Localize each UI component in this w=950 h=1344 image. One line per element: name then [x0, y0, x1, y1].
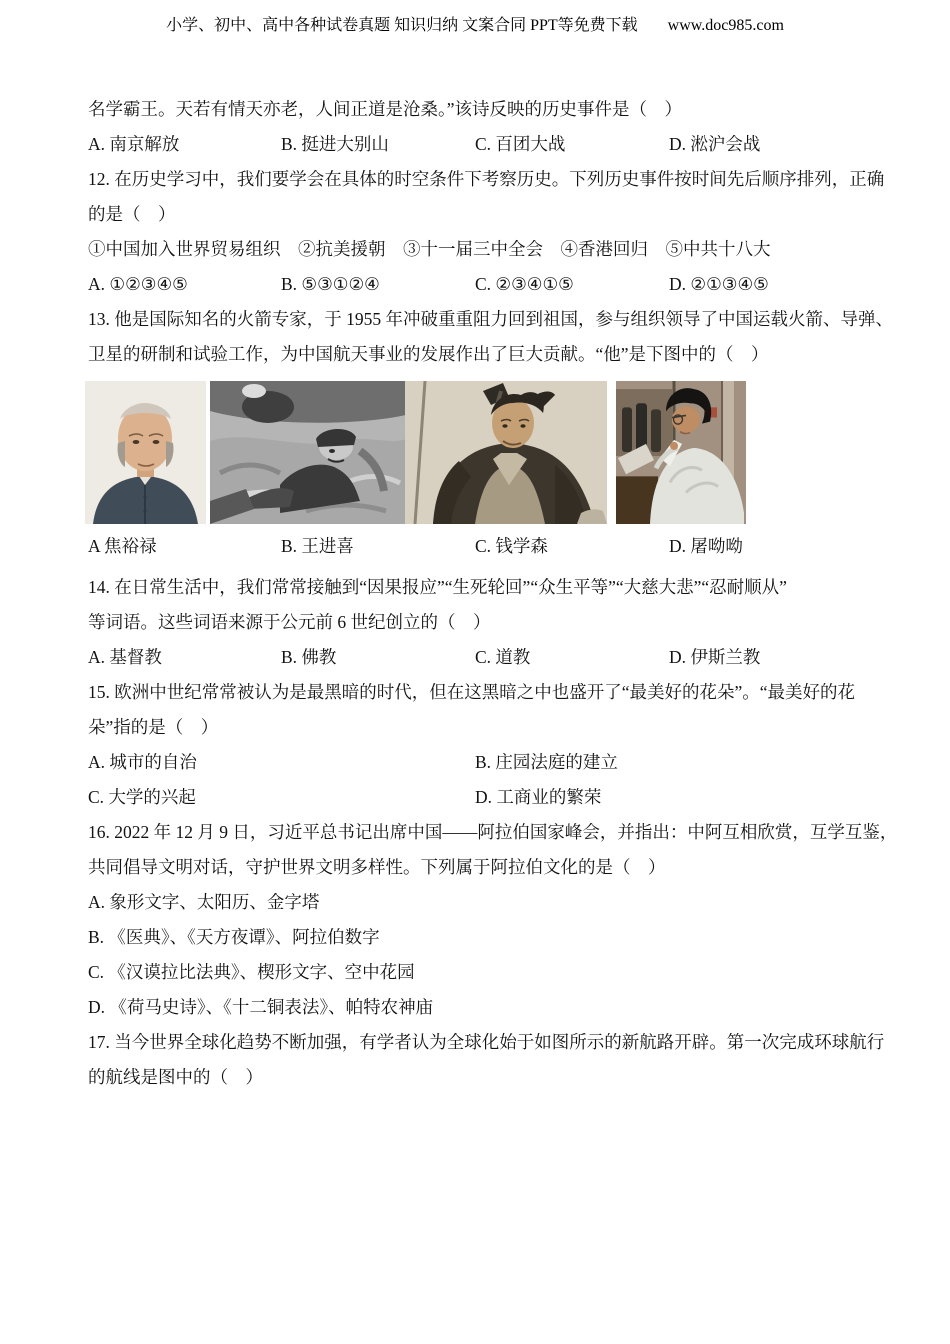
option-d: D. 淞沪会战 — [669, 134, 761, 154]
photo-labels-row — [88, 531, 864, 561]
question-stem-line-1: 13. 他是国际知名的火箭专家，于 1955 年冲破重重阻力回到祖国，参与组织领导了中国运载火箭、导弹、 — [88, 309, 893, 329]
question-list — [88, 92, 898, 1095]
option-b: B. ⑤③①②④ — [281, 274, 380, 294]
numbered-items: ①中国加入世界贸易组织 ②抗美援朝 ③十一届三中全会 ④香港回归 ⑤中共十八大 — [88, 239, 771, 259]
option-a: A. 基督教 — [88, 647, 162, 667]
photo-option-c — [405, 381, 607, 524]
man-with-draped-jacket-image — [405, 381, 607, 524]
question-stem-line-1: 17. 当今世界全球化趋势不断加强，有学者认为全球化始于如图所示的新航路开辟。第一次完成环球航行 — [88, 1032, 885, 1052]
photo-label-d: D. 屠呦呦 — [669, 536, 743, 556]
photo-option-d — [616, 381, 746, 524]
option-d: D. ②①③④⑤ — [669, 274, 769, 294]
woman-in-lab-image — [616, 381, 746, 524]
options-row-cd — [88, 780, 864, 815]
question-stem-line-2: 等词语。这些词语来源于公元前 6 世纪创立的（ ） — [88, 612, 491, 632]
question-16 — [88, 815, 898, 1025]
header-title: 小学、初中、高中各种试卷真题 知识归纳 文案合同 PPT等免费下载 — [166, 17, 638, 34]
options-row-ab — [88, 745, 864, 780]
question-stem-line-2: 卫星的研制和试验工作，为中国航天事业的发展作出了巨大贡献。“他”是下图中的（ ） — [88, 344, 769, 364]
option-b: B. 佛教 — [281, 647, 337, 667]
option-b: B. 庄园法庭的建立 — [475, 752, 618, 772]
question-stem-line-1: 12. 在历史学习中，我们要学会在具体的时空条件下考察历史。下列历史事件按时间先后顺序排列，正确 — [88, 169, 885, 189]
question-stem-line-1: 14. 在日常生活中，我们常常接触到“因果报应”“生死轮回”“众生平等”“大慈大悲”“忍耐顺从” — [88, 577, 787, 597]
header-site-url: www.doc985.com — [667, 17, 784, 34]
option-d: D. 伊斯兰教 — [669, 647, 761, 667]
options-row — [88, 267, 864, 302]
options-row — [88, 127, 864, 162]
photo-option-b — [210, 381, 406, 524]
question-stem: 名学霸王。天若有情天亦老，人间正道是沧桑。”该诗反映的历史事件是（ ） — [88, 99, 683, 119]
photo-label-c: C. 钱学森 — [475, 536, 548, 556]
photo-option-a — [85, 381, 206, 524]
photo-label-b: B. 王进喜 — [281, 536, 354, 556]
photo-row — [85, 381, 864, 524]
option-a: A. 象形文字、太阳历、金字塔 — [88, 892, 320, 912]
question-12 — [88, 162, 885, 302]
option-b: B. 《医典》、《天方夜谭》、阿拉伯数字 — [88, 927, 380, 947]
question-14 — [88, 570, 864, 675]
option-c: C. ②③④①⑤ — [475, 274, 574, 294]
option-c: C. 道教 — [475, 647, 531, 667]
option-a: A. 城市的自治 — [88, 752, 197, 772]
option-c: C. 《汉谟拉比法典》、楔形文字、空中花园 — [88, 962, 415, 982]
question-stem-line-1: 15. 欧洲中世纪常常被认为是最黑暗的时代，但在这黑暗之中也盛开了“最美好的花朵”。“最美好的花 — [88, 682, 856, 702]
option-a: A. ①②③④⑤ — [88, 274, 188, 294]
question-stem-line-2: 朵”指的是（ ） — [88, 717, 219, 737]
question-13 — [88, 302, 893, 561]
option-c: C. 大学的兴起 — [88, 787, 196, 807]
option-b: B. 挺进大别山 — [281, 134, 389, 154]
options-row — [88, 640, 864, 675]
option-d: D. 工商业的繁荣 — [475, 787, 602, 807]
question-stem-line-1: 16. 2022 年 12 月 9 日，习近平总书记出席中国——阿拉伯国家峰会，并指出：中阿互相欣赏，互学互鉴， — [88, 822, 898, 842]
option-a: A. 南京解放 — [88, 134, 180, 154]
question-11 — [88, 92, 864, 162]
header-banner — [0, 0, 950, 35]
man-in-mud-image — [210, 381, 406, 524]
question-15 — [88, 675, 864, 815]
question-stem-line-2: 的是（ ） — [88, 204, 176, 224]
option-d: D. 《荷马史诗》、《十二铜表法》、帕特农神庙 — [88, 997, 434, 1017]
option-c: C. 百团大战 — [475, 134, 566, 154]
photo-label-a: A 焦裕禄 — [88, 536, 157, 556]
question-stem-line-2: 共同倡导文明对话，守护世界文明多样性。下列属于阿拉伯文化的是（ ） — [88, 857, 666, 877]
question-17 — [88, 1025, 885, 1095]
question-stem-line-2: 的航线是图中的（ ） — [88, 1067, 263, 1087]
elderly-man-portrait-image — [85, 381, 206, 524]
